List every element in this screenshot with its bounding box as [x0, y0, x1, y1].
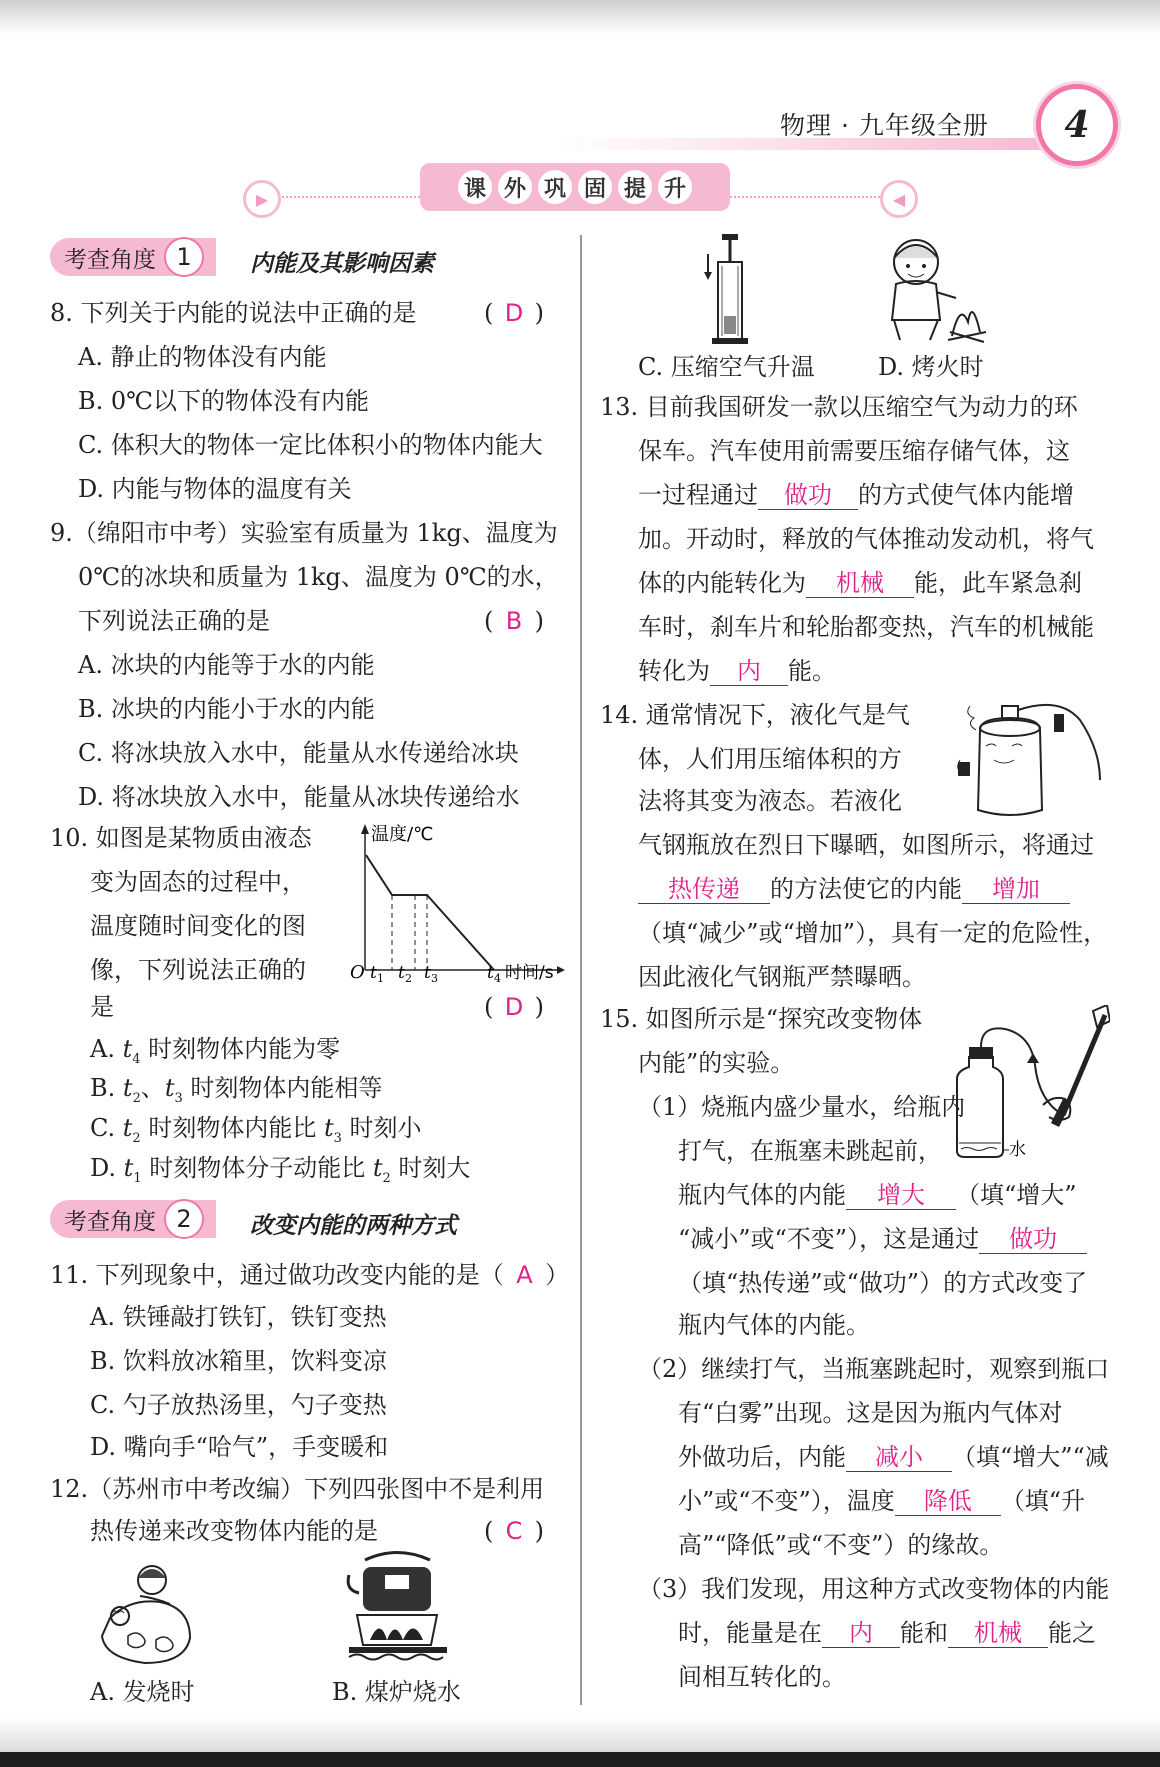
banner-char: 升	[658, 170, 692, 204]
q13-line-3: 一过程通过 做功 的方式使气体内能增	[638, 481, 1074, 509]
q14-blank-1[interactable]: 热传递	[638, 875, 770, 904]
q15-p1-line-5: （填“热传递”或“做功”）的方式改变了	[678, 1269, 1088, 1297]
q13-blank-2[interactable]: 机械	[806, 569, 914, 598]
tag-number: 2	[164, 1199, 204, 1239]
gas-cylinder-illustration	[950, 700, 1110, 825]
banner-dotline-right	[730, 196, 880, 198]
q13-line-5: 体的内能转化为 机械 能，此车紧急刹	[638, 569, 1082, 597]
q12-answer-paren: ( C )	[484, 1517, 544, 1545]
graph-t3: t	[424, 963, 431, 983]
q14-blank-2[interactable]: 增加	[962, 875, 1070, 904]
q8-option-d: D. 内能与物体的温度有关	[78, 475, 352, 503]
q9-option-a: A. 冰块的内能等于水的内能	[78, 651, 375, 679]
tag-title-1: 内能及其影响因素	[250, 250, 434, 277]
q15-blank-2[interactable]: 做功	[979, 1225, 1087, 1254]
q13-line-4: 加。开动时，释放的气体推动发动机，将气	[638, 525, 1094, 553]
q15-p2-line-2: 有“白雾”出现。这是因为瓶内气体对	[678, 1399, 1063, 1427]
q15-blank-4[interactable]: 降低	[895, 1487, 1001, 1516]
q15-line-1: 15. 如图所示是“探究改变物体	[600, 1005, 923, 1033]
q9-option-b: B. 冰块的内能小于水的内能	[78, 695, 375, 723]
tag-label: 考查角度	[64, 246, 156, 273]
category-tag-1	[50, 238, 216, 276]
banner-dotline-left	[275, 196, 420, 198]
bottom-shade	[0, 1718, 1160, 1752]
q8-option-a: A. 静止的物体没有内能	[78, 343, 327, 371]
section-banner	[420, 163, 730, 211]
q11-option-b: B. 饮料放冰箱里，饮料变凉	[90, 1347, 387, 1375]
q15-p1-line-2: 打气，在瓶塞未跳起前，	[678, 1137, 942, 1165]
category-tag-2	[50, 1200, 216, 1238]
page-number-badge	[1036, 84, 1118, 166]
q8-answer: D	[504, 299, 524, 327]
q11-option-a: A. 铁锤敲打铁钉，铁钉变热	[90, 1303, 387, 1331]
q9-answer: B	[505, 607, 523, 635]
banner-char: 外	[498, 170, 532, 204]
q10-line-5: 是	[90, 993, 114, 1021]
q15-p3-line-2: 时，能量是在 内 能和 机械 能之	[678, 1619, 1096, 1647]
graph-origin: O	[350, 962, 365, 983]
q12-stem-2: 热传递来改变物体内能的是	[90, 1517, 378, 1545]
campfire-child-illustration	[880, 232, 990, 347]
q15-blank-1[interactable]: 增大	[846, 1181, 956, 1210]
q9-stem-3: 下列说法正确的是	[78, 607, 270, 635]
q10-line-1: 10. 如图是某物质由液态	[50, 824, 312, 852]
q10-option-a: A. $t_4$ 时刻物体内能为零	[90, 1035, 341, 1067]
book-title: 物理 · 九年级全册	[780, 111, 989, 140]
q10-answer: D	[504, 993, 524, 1021]
q11-stem: 11. 下列现象中，通过做功改变内能的是（ A ）	[50, 1261, 570, 1289]
q15-blank-3[interactable]: 减小	[846, 1443, 952, 1472]
graph-t2: t	[398, 963, 405, 983]
q13-line-2: 保车。汽车使用前需要压缩存储气体，这	[638, 437, 1070, 465]
q8-option-c: C. 体积大的物体一定比体积小的物体内能大	[78, 431, 543, 459]
q15-line-2: 内能”的实验。	[638, 1049, 795, 1077]
q13-blank-3[interactable]: 内	[710, 657, 788, 686]
q15-p2-line-3: 外做功后，内能 减小 （填“增大”“减	[678, 1443, 1109, 1471]
temperature-time-graph	[345, 820, 565, 990]
banner-char: 固	[578, 170, 612, 204]
graph-t3-sub: 3	[431, 972, 438, 985]
q9-stem-2: 0℃的冰块和质量为 1kg、温度为 0℃的水，	[78, 563, 559, 591]
q14-line-6: （填“减少”或“增加”），具有一定的危险性，	[638, 919, 1108, 947]
bottom-bar	[0, 1752, 1160, 1767]
tag-label: 考查角度	[64, 1208, 156, 1235]
fever-child-illustration	[90, 1558, 200, 1668]
coal-stove-kettle-illustration	[335, 1545, 460, 1670]
q13-line-7: 转化为 内 能。	[638, 657, 836, 685]
arrow-right-icon: ▶	[243, 180, 281, 218]
q15-p2-line-4: 小”或“不变”），温度 降低 （填“升	[678, 1487, 1086, 1515]
q11-option-c: C. 勺子放热汤里，勺子变热	[90, 1391, 387, 1419]
column-divider	[580, 235, 582, 1705]
q10-line-3: 温度随时间变化的图	[90, 912, 306, 940]
q15-blank-6[interactable]: 机械	[948, 1619, 1048, 1648]
q15-p3-line-1: （3）我们发现，用这种方式改变物体的内能	[638, 1575, 1110, 1603]
graph-xlabel: 时间/s	[505, 963, 554, 983]
graph-t1: t	[370, 963, 377, 983]
banner-char: 提	[618, 170, 652, 204]
banner-char: 课	[458, 170, 492, 204]
graph-t1-sub: 1	[377, 972, 384, 985]
q9-option-c: C. 将冰块放入水中，能量从水传递给冰块	[78, 739, 519, 767]
q13-line-1: 13. 目前我国研发一款以压缩空气为动力的环	[600, 393, 1078, 421]
graph-ylabel: 温度/℃	[371, 824, 434, 845]
q13-line-6: 车时，刹车片和轮胎都变热，汽车的机械能	[638, 613, 1094, 641]
q12-caption-a: A. 发烧时	[90, 1678, 195, 1706]
air-compression-tube-illustration	[700, 232, 760, 347]
water-label: 水	[1009, 1140, 1026, 1160]
q10-option-b: B. $t_2$、$t_3$ 时刻物体内能相等	[90, 1074, 383, 1106]
graph-t4-sub: 4	[494, 972, 501, 985]
flask-pump-experiment-illustration	[955, 1005, 1110, 1175]
q10-option-c: C. $t_2$ 时刻物体内能比 $t_3$ 时刻小	[90, 1114, 422, 1146]
q15-p1-line-6: 瓶内气体的内能。	[678, 1311, 870, 1339]
q9-stem-1: 9.（绵阳市中考）实验室有质量为 1kg、温度为	[50, 519, 558, 547]
page-number: 4	[1064, 104, 1090, 146]
q14-line-2: 体，人们用压缩体积的方	[638, 745, 902, 773]
q13-blank-1[interactable]: 做功	[758, 481, 858, 510]
q10-answer-paren: ( D )	[484, 993, 544, 1021]
q12-answer: C	[505, 1517, 523, 1545]
q15-blank-5[interactable]: 内	[822, 1619, 900, 1648]
q14-line-1: 14. 通常情况下，液化气是气	[600, 701, 910, 729]
q12-caption-b: B. 煤炉烧水	[332, 1678, 461, 1706]
arrow-left-icon: ◀	[880, 180, 918, 218]
q15-p1-line-4: “减小”或“不变”），这是通过 做功	[678, 1224, 1087, 1254]
q12-caption-c: C. 压缩空气升温	[638, 353, 815, 381]
tag-title-2: 改变内能的两种方式	[250, 1212, 457, 1239]
q15-p1-line-1: （1）烧瓶内盛少量水，给瓶内	[638, 1093, 966, 1121]
q14-line-7: 因此液化气钢瓶严禁曝晒。	[638, 963, 926, 991]
q15-p3-line-3: 间相互转化的。	[678, 1663, 846, 1691]
q14-line-5: 热传递 的方法使它的内能 增加	[638, 874, 1070, 904]
graph-t4: t	[487, 963, 494, 983]
tag-number: 1	[164, 237, 204, 277]
q14-line-3: 法将其变为液态。若液化	[638, 787, 902, 815]
q9-option-d: D. 将冰块放入水中，能量从冰块传递给水	[78, 783, 520, 811]
q12-caption-d: D. 烤火时	[878, 353, 984, 381]
q12-stem-1: 12.（苏州市中考改编）下列四张图中不是利用	[50, 1475, 545, 1503]
q15-p2-line-1: （2）继续打气，当瓶塞跳起时，观察到瓶口	[638, 1355, 1110, 1383]
q9-answer-paren: ( B )	[484, 607, 544, 635]
banner-char: 巩	[538, 170, 572, 204]
q11-answer: A	[516, 1261, 533, 1289]
graph-t2-sub: 2	[405, 972, 412, 985]
q11-option-d: D. 嘴向手“哈气”，手变暖和	[90, 1433, 389, 1461]
q15-p2-line-5: 高”“降低”或“不变”）的缘故。	[678, 1531, 1004, 1559]
top-shadow	[0, 0, 1160, 34]
q8-option-b: B. 0℃以下的物体没有内能	[78, 387, 370, 415]
q10-line-2: 变为固态的过程中，	[90, 868, 306, 896]
q8-answer-paren: ( D )	[484, 299, 544, 327]
q10-line-4: 像，下列说法正确的	[90, 956, 306, 984]
q10-option-d: D. $t_1$ 时刻物体分子动能比 $t_2$ 时刻大	[90, 1154, 471, 1186]
q15-p1-line-3: 瓶内气体的内能 增大 （填“增大”	[678, 1181, 1077, 1209]
q8-stem: 8. 下列关于内能的说法中正确的是	[50, 299, 417, 327]
q14-line-4: 气钢瓶放在烈日下曝晒，如图所示，将通过	[638, 831, 1094, 859]
